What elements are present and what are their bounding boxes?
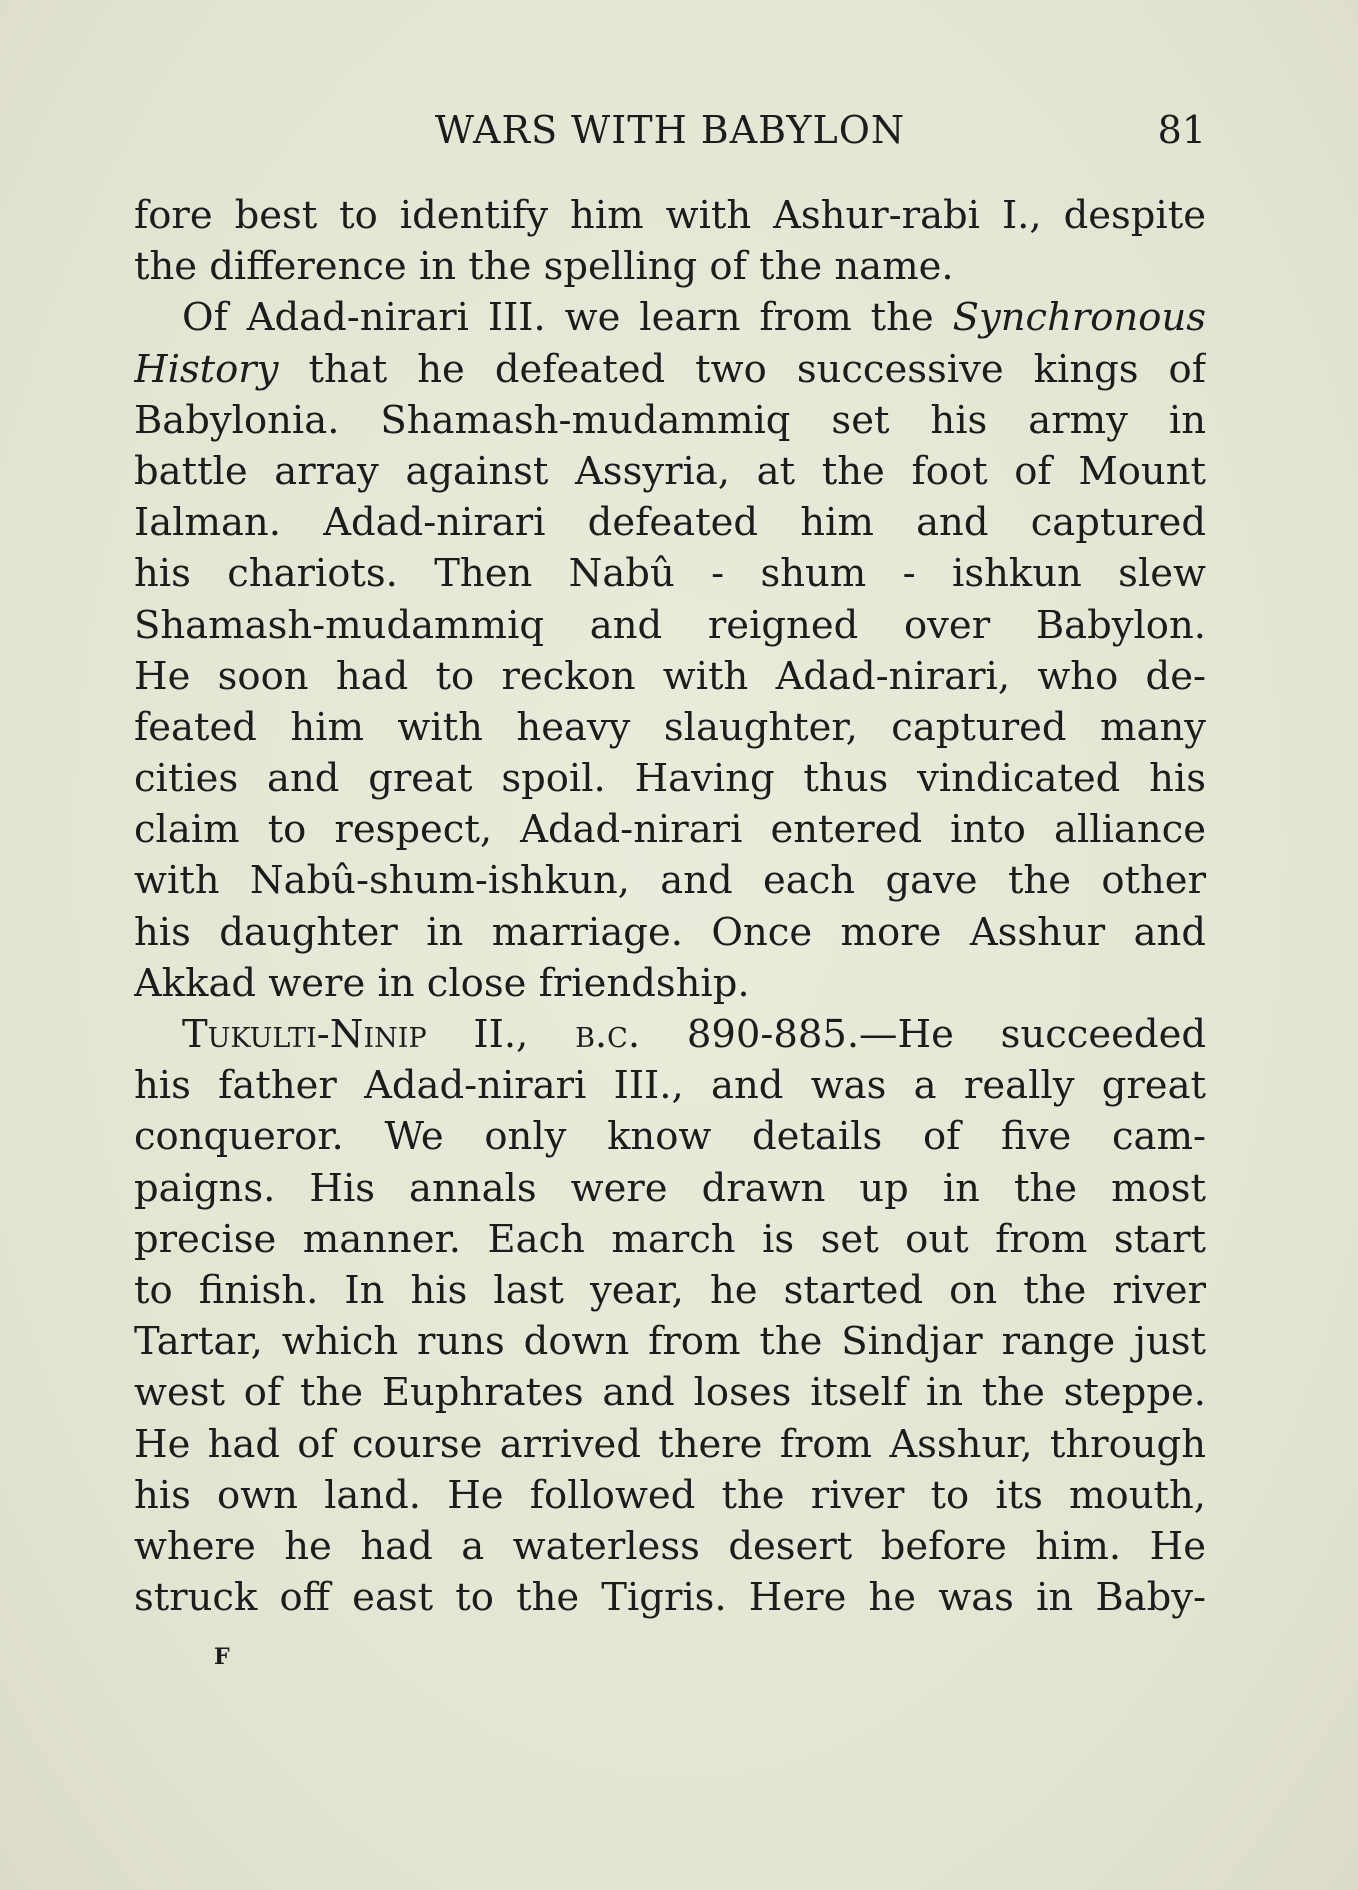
text-line: Akkad were in close friendship. [134,960,750,1006]
text-line: paigns. His annals were drawn up in the most [134,1165,1206,1211]
text-line: fore best to identify him with Ashur-rabi I., despite [134,193,1206,238]
italic-title: History [134,346,279,392]
text-line: cities and great spoil. Having thus vindicated his [134,756,1206,802]
text-line: his chariots. Then Nabû - shum - ishkun slew [134,551,1206,597]
text-line: conqueror. We only know details of five cam- [134,1114,1206,1160]
text-line: Tartar, which runs down from the Sindjar range just [134,1319,1206,1365]
text-line: struck off east to the Tigris. Here he was in Baby- [134,1575,1206,1621]
italic-title: Synchronous [952,295,1206,341]
page-header [134,100,1206,160]
text-line: Of Adad-nirari III. we learn from the Synchronous [182,295,1206,341]
text-line: precise manner. Each march is set out from start [134,1216,1206,1262]
section-heading-name: Tukulti-Ninip [182,1012,427,1057]
text-line: the difference in the spelling of the name. [134,244,954,290]
running-head: WARS WITH BABYLON [434,108,906,152]
text-line: his own land. He followed the river to its mouth, [134,1472,1206,1518]
text-line: where he had a waterless desert before him. He [134,1523,1206,1569]
text-line: He had of course arrived there from Asshur, through [134,1421,1206,1467]
text-line: his daughter in marriage. Once more Asshur and [134,909,1206,955]
text-line: Ialman. Adad-nirari defeated him and captured [134,500,1206,546]
text-line: with Nabû-shum-ishkun, and each gave the other [134,858,1206,904]
text-line: west of the Euphrates and loses itself in the steppe. [134,1370,1206,1416]
text-line: Babylonia. Shamash-mudammiq set his army in [134,397,1206,443]
text-line: to finish. In his last year, he started on the river [134,1267,1206,1313]
signature-mark: F [214,1644,230,1670]
era-abbreviation: b.c. [575,1012,641,1057]
text-line: claim to respect, Adad-nirari entered into alliance [134,807,1206,853]
text-line: History that he defeated two successive kings of [134,346,1206,392]
text-line: He soon had to reckon with Adad-nirari, who de- [134,653,1206,699]
text-line: feated him with heavy slaughter, captured many [134,704,1206,750]
text-line: Shamash-mudammiq and reigned over Babylon. [134,602,1206,648]
body-text [134,190,1206,1623]
text-line: battle array against Assyria, at the foot of Mount [134,448,1206,494]
text-line: Tukulti-Ninip II., b.c. 890-885.—He succeeded [182,1012,1206,1057]
text-line: his father Adad-nirari III., and was a really great [134,1063,1206,1109]
page-number: 81 [1157,108,1206,152]
